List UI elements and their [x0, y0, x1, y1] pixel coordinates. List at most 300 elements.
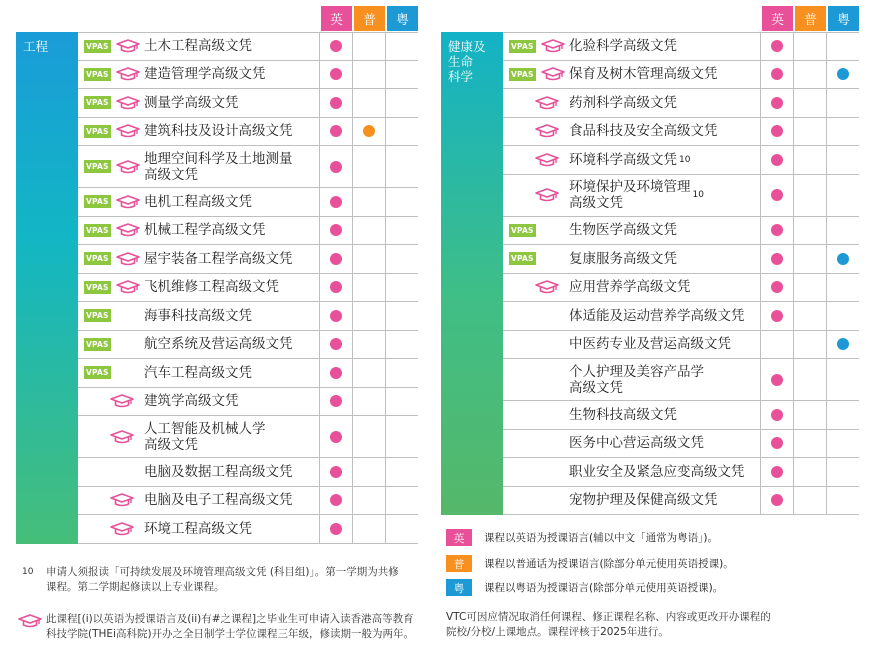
table-row	[503, 175, 859, 217]
cell-cantonese	[385, 33, 418, 60]
course-name-text: 化验科学高级文凭	[569, 38, 677, 55]
course-name-text: 保育及树木管理高级文凭	[569, 66, 718, 83]
cell-english	[319, 416, 352, 457]
course-name	[144, 118, 319, 146]
cell-putonghua	[352, 146, 385, 187]
vpas-badge: VPAS	[511, 41, 534, 51]
course-name	[144, 458, 319, 486]
course-name	[144, 416, 319, 457]
cell-cantonese	[385, 458, 418, 486]
cell-cantonese	[385, 188, 418, 216]
course-name-text: 生物科技高级文凭	[569, 406, 677, 423]
graduation-cap-icon	[116, 39, 140, 53]
course-name	[144, 274, 319, 302]
course-tags	[78, 331, 144, 359]
english-dot	[771, 310, 783, 322]
course-tags	[503, 118, 569, 146]
course-tags	[78, 487, 144, 515]
cell-cantonese	[385, 61, 418, 89]
course-name-text: 飞机维修工程高级文凭	[144, 279, 279, 296]
table-row	[78, 416, 418, 458]
cell-cantonese	[385, 515, 418, 543]
table-row	[503, 331, 859, 360]
cell-putonghua	[352, 302, 385, 330]
vpas-badge: VPAS	[86, 162, 109, 171]
cell-cantonese	[826, 430, 859, 458]
vpas-badge: VPAS	[86, 126, 109, 136]
graduation-cap-icon	[116, 223, 140, 237]
english-dot	[330, 395, 342, 407]
course-name-text: 应用营养学高级文凭	[569, 279, 691, 296]
cell-putonghua	[793, 274, 826, 302]
cell-english	[319, 388, 352, 416]
course-name	[569, 331, 760, 359]
course-name-text: 生物医学高级文凭	[569, 222, 677, 239]
cell-cantonese	[826, 401, 859, 429]
course-name	[569, 217, 760, 245]
course-name-text: 土木工程高级文凭	[144, 38, 252, 55]
vpas-badge: VPAS	[511, 225, 534, 235]
graduation-cap-icon	[541, 39, 565, 53]
table-row	[78, 217, 418, 246]
cell-english	[319, 458, 352, 486]
english-dot	[771, 224, 783, 236]
cell-putonghua	[793, 118, 826, 146]
cell-english	[319, 274, 352, 302]
legend-putonghua-text: 课程以普通话为授课语言(除部分单元使用英语授课)。	[484, 558, 734, 570]
header-putonghua: 普	[354, 6, 385, 31]
cell-putonghua	[352, 388, 385, 416]
course-name-text: 中医药专业及营运高级文凭	[569, 336, 731, 353]
course-name	[569, 61, 760, 89]
english-dot	[330, 494, 342, 506]
course-tags	[503, 430, 569, 458]
english-dot	[771, 437, 783, 449]
cell-english	[319, 33, 352, 60]
disclaimer: VTC可因应情况取消任何课程、修正课程名称、内容或更改开办课程的 院校/分校/上课地点。课程评核于2025年进行。	[446, 611, 771, 638]
cell-cantonese	[385, 388, 418, 416]
cell-putonghua	[352, 118, 385, 146]
table-row	[503, 430, 859, 459]
table-row	[78, 302, 418, 331]
table-row	[503, 217, 859, 246]
cell-cantonese	[385, 146, 418, 187]
course-list	[78, 32, 418, 544]
course-tags	[78, 359, 144, 387]
table-row	[78, 388, 418, 417]
cell-putonghua	[793, 33, 826, 60]
cell-cantonese	[385, 118, 418, 146]
course-tags	[78, 33, 144, 60]
header-english: 英	[321, 6, 352, 31]
cell-putonghua	[352, 416, 385, 457]
cell-putonghua	[352, 89, 385, 117]
english-dot	[771, 68, 783, 80]
graduation-cap-icon	[110, 394, 134, 408]
cell-putonghua	[352, 359, 385, 387]
table-row	[503, 274, 859, 303]
cell-putonghua	[793, 302, 826, 330]
cell-cantonese	[826, 175, 859, 216]
cell-putonghua	[793, 146, 826, 174]
course-name-text: 测量学高级文凭	[144, 94, 239, 111]
vpas-badge: VPAS	[86, 282, 109, 292]
table-row	[78, 487, 418, 516]
cell-cantonese	[385, 302, 418, 330]
vpas-badge: VPAS	[86, 225, 109, 235]
cell-english	[319, 89, 352, 117]
course-name-text: 汽车工程高级文凭	[144, 364, 252, 381]
cell-english	[319, 515, 352, 543]
graduation-cap-icon	[116, 195, 140, 209]
course-name	[144, 61, 319, 89]
table-row	[503, 61, 859, 90]
cell-putonghua	[793, 487, 826, 515]
table-row	[503, 401, 859, 430]
course-tags	[503, 401, 569, 429]
cell-cantonese	[385, 217, 418, 245]
cell-cantonese	[826, 302, 859, 330]
footnote-text: 此课程[(i)以英语为授课语言及(ii)有#之课程]之毕业生可申请入读香港高等教育 科技学院(THEi高科院)开办之全日制学士学位课程三年级，修读期一般为两年。	[46, 613, 415, 640]
cell-cantonese	[385, 274, 418, 302]
cell-putonghua	[793, 89, 826, 117]
course-tags	[78, 188, 144, 216]
vpas-badge: VPAS	[86, 41, 109, 51]
graduation-cap-icon	[116, 160, 140, 174]
course-name	[569, 146, 760, 174]
english-dot	[771, 466, 783, 478]
course-name-text: 职业安全及紧急应变高级文凭	[569, 463, 745, 480]
graduation-cap-icon	[116, 252, 140, 266]
graduation-cap-icon	[116, 96, 140, 110]
legend-putonghua	[446, 555, 734, 572]
course-name-text: 个人护理及美容产品学 高级文凭	[569, 363, 704, 396]
vpas-badge: VPAS	[86, 368, 109, 378]
course-tags	[78, 118, 144, 146]
graduation-cap-icon	[116, 67, 140, 81]
course-name-text: 机械工程学高级文凭	[144, 222, 266, 239]
header-putonghua: 普	[795, 6, 826, 31]
vpas-badge: VPAS	[86, 339, 109, 349]
course-tags	[78, 416, 144, 457]
course-tags	[78, 302, 144, 330]
course-tags	[503, 245, 569, 273]
course-name-text: 体适能及运动营养学高级文凭	[569, 307, 745, 324]
course-name	[144, 515, 319, 543]
cell-english	[319, 245, 352, 273]
course-name	[144, 245, 319, 273]
english-dot	[771, 97, 783, 109]
cell-putonghua	[352, 33, 385, 60]
course-name	[569, 458, 760, 486]
course-name-text: 环境工程高级文凭	[144, 520, 252, 537]
cell-putonghua	[793, 359, 826, 400]
vpas-badge: VPAS	[86, 254, 109, 264]
cell-cantonese	[826, 359, 859, 400]
cell-putonghua	[793, 61, 826, 89]
english-dot	[771, 253, 783, 265]
cell-putonghua	[793, 245, 826, 273]
course-name-text: 环境科学高级文凭	[569, 151, 677, 168]
english-dot	[330, 367, 342, 379]
table-row	[78, 359, 418, 388]
table-row	[78, 146, 418, 188]
course-tags	[78, 245, 144, 273]
course-name-text: 建筑科技及设计高级文凭	[144, 123, 293, 140]
category-label: 工程	[16, 32, 78, 544]
language-header	[16, 6, 418, 31]
english-dot	[330, 338, 342, 350]
table-row	[78, 188, 418, 217]
category-label: 健康及 生命 科学	[441, 32, 503, 515]
cell-cantonese	[826, 458, 859, 486]
cell-english	[760, 302, 793, 330]
english-dot	[330, 161, 342, 173]
cell-english	[319, 302, 352, 330]
course-name	[144, 487, 319, 515]
cell-cantonese	[826, 89, 859, 117]
course-tags	[503, 33, 569, 60]
course-name-text: 人工智能及机械人学 高级文凭	[144, 420, 266, 453]
language-header	[441, 6, 859, 31]
cell-english	[760, 118, 793, 146]
vpas-badge: VPAS	[86, 69, 109, 79]
table-row	[78, 331, 418, 360]
graduation-cap-icon	[116, 124, 140, 138]
course-tags	[503, 146, 569, 174]
course-name	[569, 302, 760, 330]
legend-english	[446, 529, 718, 546]
cell-english	[760, 175, 793, 216]
header-cantonese: 粤	[387, 6, 418, 31]
course-tags	[78, 217, 144, 245]
table-row	[503, 458, 859, 487]
graduation-cap-icon	[535, 153, 559, 167]
cell-cantonese	[826, 331, 859, 359]
english-dot	[771, 125, 783, 137]
course-name-text: 建造管理学高级文凭	[144, 66, 266, 83]
graduation-cap-icon	[535, 124, 559, 138]
cell-english	[319, 146, 352, 187]
table-row	[503, 32, 859, 61]
english-dot	[330, 431, 342, 443]
cell-english	[319, 118, 352, 146]
graduation-cap-icon	[18, 614, 42, 628]
legend-cantonese-box: 粤	[446, 579, 472, 596]
cell-cantonese	[385, 416, 418, 457]
course-name-text: 屋宇装备工程学高级文凭	[144, 250, 293, 267]
english-dot	[330, 523, 342, 535]
course-name	[144, 188, 319, 216]
english-dot	[771, 494, 783, 506]
cell-cantonese	[385, 487, 418, 515]
english-dot	[330, 224, 342, 236]
legend-putonghua-box: 普	[446, 555, 472, 572]
course-name	[569, 359, 760, 400]
vpas-badge: VPAS	[511, 69, 534, 79]
course-tags	[503, 331, 569, 359]
course-tags	[503, 458, 569, 486]
course-name-text: 复康服务高级文凭	[569, 250, 677, 267]
cell-english	[760, 89, 793, 117]
cell-putonghua	[352, 274, 385, 302]
course-name	[569, 33, 760, 60]
course-tags	[503, 274, 569, 302]
cantonese-dot	[837, 253, 849, 265]
table-row	[78, 32, 418, 61]
course-name	[144, 217, 319, 245]
cell-english	[319, 331, 352, 359]
course-name	[144, 331, 319, 359]
cell-english	[760, 61, 793, 89]
footnote-ref: 10	[692, 190, 704, 200]
course-name	[569, 89, 760, 117]
cell-english	[319, 188, 352, 216]
table-row	[503, 487, 859, 516]
cell-putonghua	[352, 458, 385, 486]
cell-english	[760, 487, 793, 515]
cell-cantonese	[385, 331, 418, 359]
footnote-ref: 10	[679, 154, 691, 165]
course-tags	[503, 359, 569, 400]
english-dot	[330, 196, 342, 208]
vpas-badge: VPAS	[86, 311, 109, 321]
vpas-badge: VPAS	[86, 197, 109, 207]
cantonese-dot	[837, 68, 849, 80]
graduation-cap-icon	[110, 522, 134, 536]
health-life-science-panel	[441, 6, 859, 515]
course-name-text: 建筑学高级文凭	[144, 393, 239, 410]
cell-english	[760, 331, 793, 359]
cell-english	[760, 458, 793, 486]
english-dot	[771, 40, 783, 52]
course-name	[144, 33, 319, 60]
english-dot	[771, 154, 783, 166]
course-name-text: 海事科技高级文凭	[144, 307, 252, 324]
footnote-text: 申请人须报读「可持续发展及环境管理高级文凭 (科目组)」。第一学期为共修 课程。第二学期起修读以上专业课程。	[46, 566, 399, 593]
course-list	[503, 32, 859, 515]
english-dot	[771, 374, 783, 386]
course-name	[144, 388, 319, 416]
graduation-cap-icon	[110, 430, 134, 444]
graduation-cap-icon	[110, 493, 134, 507]
course-name	[569, 487, 760, 515]
table-row	[503, 118, 859, 147]
footnote-cap	[18, 612, 456, 642]
course-tags	[78, 274, 144, 302]
cell-putonghua	[793, 217, 826, 245]
course-name-text: 医务中心营运高级文凭	[569, 435, 704, 452]
cell-putonghua	[352, 61, 385, 89]
table-row	[503, 146, 859, 175]
graduation-cap-icon	[535, 280, 559, 294]
cell-putonghua	[793, 430, 826, 458]
course-name	[569, 274, 760, 302]
english-dot	[330, 466, 342, 478]
cell-english	[760, 430, 793, 458]
cell-cantonese	[385, 359, 418, 387]
cell-english	[760, 33, 793, 60]
english-dot	[330, 97, 342, 109]
english-dot	[771, 189, 783, 201]
course-name	[144, 302, 319, 330]
table-row	[78, 118, 418, 147]
cell-english	[319, 61, 352, 89]
putonghua-dot	[363, 125, 375, 137]
course-name	[569, 430, 760, 458]
course-tags	[503, 89, 569, 117]
cell-cantonese	[826, 245, 859, 273]
english-dot	[771, 281, 783, 293]
course-name-text: 药剂科学高级文凭	[569, 94, 677, 111]
legend-english-box: 英	[446, 529, 472, 546]
vpas-badge: VPAS	[511, 254, 534, 264]
course-name-text: 宠物护理及保健高级文凭	[569, 492, 718, 509]
english-dot	[330, 125, 342, 137]
cell-putonghua	[793, 331, 826, 359]
cell-putonghua	[793, 458, 826, 486]
cell-cantonese	[385, 89, 418, 117]
cell-cantonese	[385, 245, 418, 273]
course-name	[569, 245, 760, 273]
course-tags	[503, 175, 569, 216]
cell-english	[760, 245, 793, 273]
table-row	[78, 61, 418, 90]
course-name-text: 电机工程高级文凭	[144, 193, 252, 210]
cell-english	[760, 274, 793, 302]
cell-english	[760, 217, 793, 245]
cell-putonghua	[352, 217, 385, 245]
graduation-cap-icon	[535, 96, 559, 110]
english-dot	[771, 409, 783, 421]
course-name-text: 航空系统及营运高级文凭	[144, 336, 293, 353]
cell-putonghua	[352, 515, 385, 543]
vpas-badge: VPAS	[86, 98, 109, 108]
table-row	[78, 245, 418, 274]
course-name-text: 电脑及数据工程高级文凭	[144, 463, 293, 480]
table-row	[78, 89, 418, 118]
graduation-cap-icon	[541, 67, 565, 81]
table-row	[78, 458, 418, 487]
engineering-panel	[16, 6, 418, 544]
cell-cantonese	[826, 33, 859, 60]
cell-english	[319, 217, 352, 245]
graduation-cap-icon	[116, 280, 140, 294]
course-tags	[78, 515, 144, 543]
graduation-cap-icon	[535, 188, 559, 202]
course-name	[144, 89, 319, 117]
cell-putonghua	[352, 188, 385, 216]
table-row	[78, 274, 418, 303]
cell-putonghua	[352, 331, 385, 359]
cell-english	[760, 359, 793, 400]
course-tags	[503, 61, 569, 89]
cell-putonghua	[352, 245, 385, 273]
legend-english-text: 课程以英语为授课语言(辅以中文「通常为粤语」)。	[484, 532, 718, 544]
table-row	[503, 89, 859, 118]
header-english: 英	[762, 6, 793, 31]
cell-english	[760, 146, 793, 174]
cell-english	[319, 487, 352, 515]
footnote-number: 10	[22, 567, 34, 577]
course-tags	[78, 89, 144, 117]
course-name-text: 食品科技及安全高级文凭	[569, 123, 718, 140]
course-name	[569, 401, 760, 429]
english-dot	[330, 253, 342, 265]
course-tags	[503, 217, 569, 245]
cell-english	[319, 359, 352, 387]
cell-cantonese	[826, 61, 859, 89]
